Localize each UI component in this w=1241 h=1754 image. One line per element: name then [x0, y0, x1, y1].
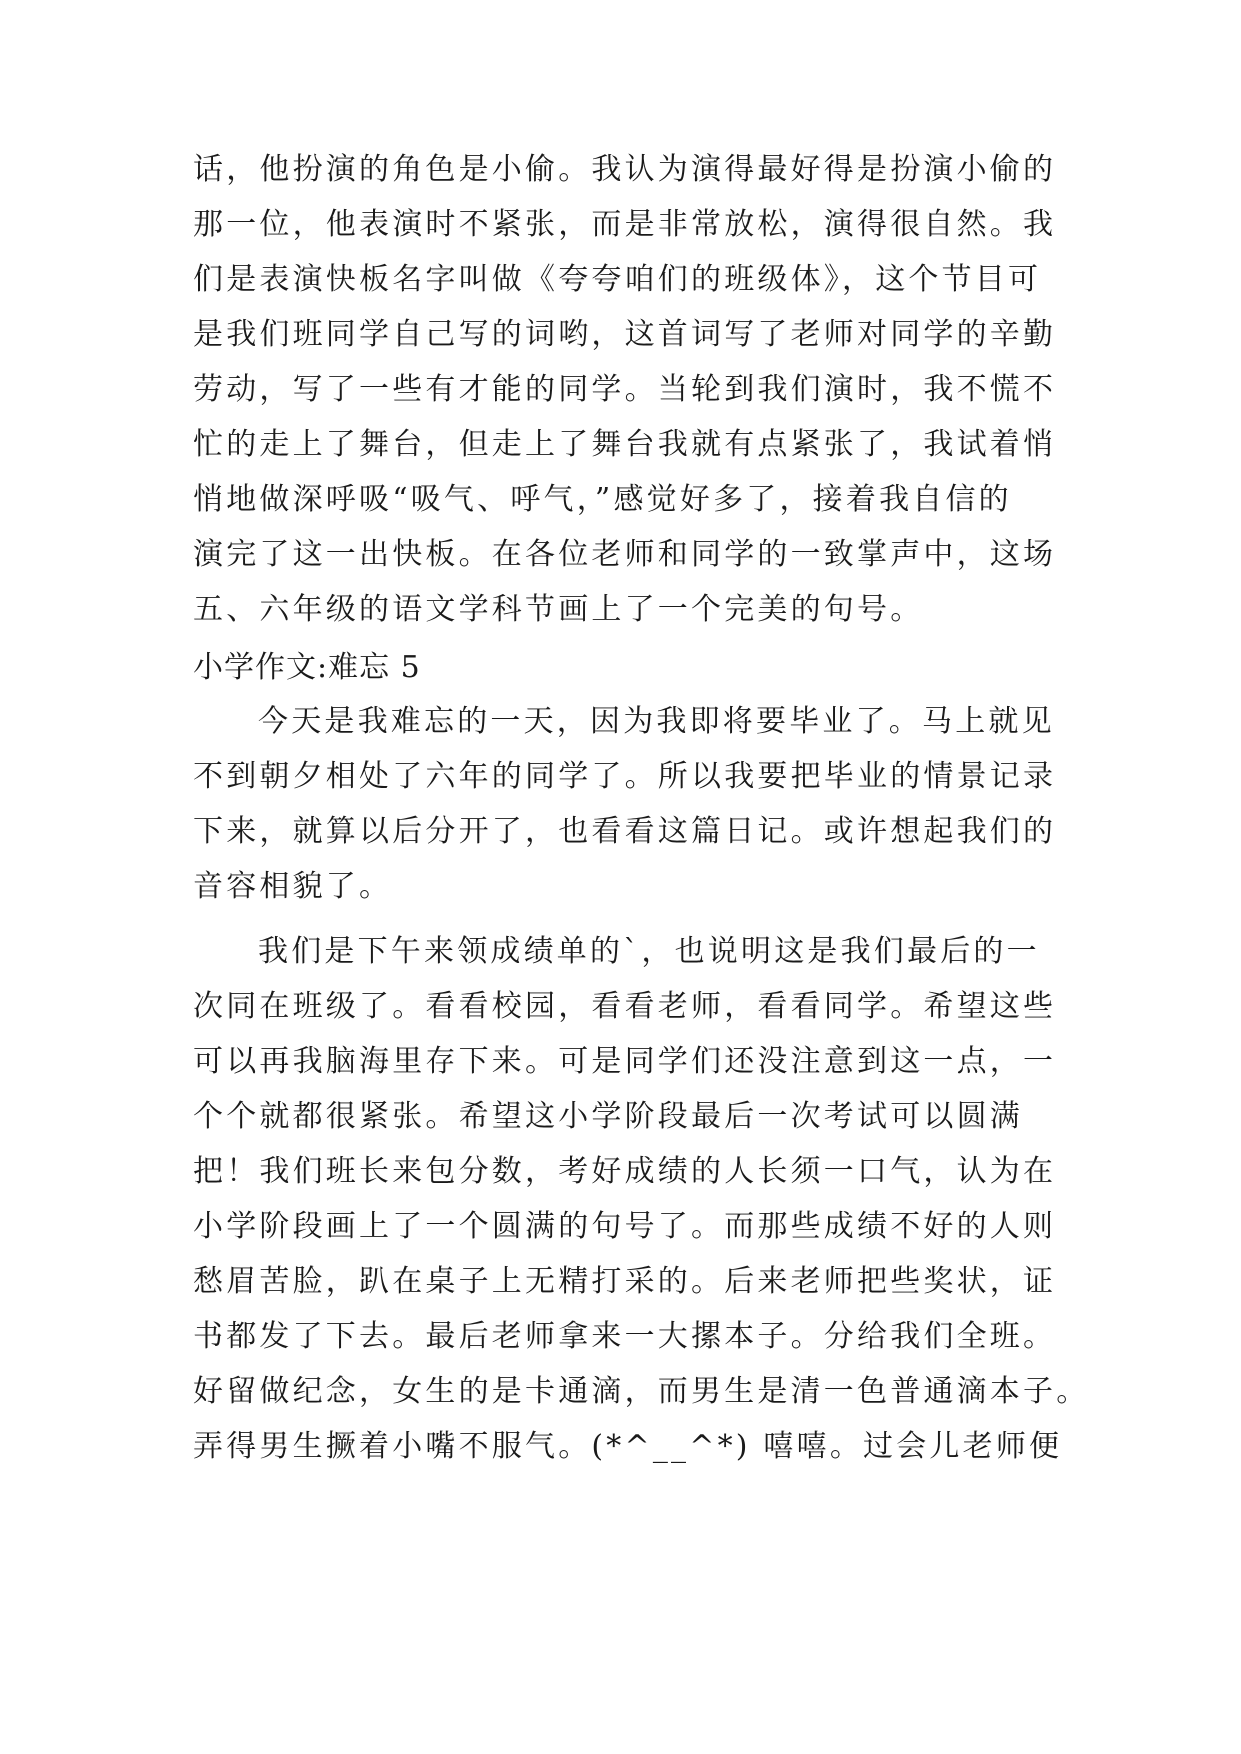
- text-line: 们是表演快板名字叫做《夸夸咱们的班级体》，这个节目可: [193, 262, 1042, 297]
- text-line: 五、六年级的语文学科节画上了一个完美的句号。: [193, 592, 924, 627]
- paragraph-line: 我们是下午来领成绩单的`，也说明这是我们最后的一: [258, 934, 1040, 969]
- text-line: 劳动，写了一些有才能的同学。当轮到我们演时，我不慌不: [193, 372, 1057, 407]
- paragraph-line: 弄得男生撅着小嘴不服气。(*^__^*) 嘻嘻。过会儿老师便: [193, 1429, 1063, 1464]
- paragraph-line: 把！我们班长来包分数，考好成绩的人长须一口气，认为在: [193, 1154, 1057, 1189]
- paragraph-line: 下来，就算以后分开了，也看看这篇日记。或许想起我们的: [193, 814, 1057, 849]
- paragraph-line: 愁眉苦脸，趴在桌子上无精打采的。后来老师把些奖状，证: [193, 1264, 1057, 1299]
- text-line: 忙的走上了舞台，但走上了舞台我就有点紧张了，我试着悄: [193, 427, 1057, 462]
- paragraph-line: 好留做纪念，女生的是卡通滴，而男生是清一色普通滴本子。: [193, 1374, 1090, 1409]
- text-line: 悄地做深呼吸“吸气、呼气，”感觉好多了，接着我自信的: [193, 482, 1012, 517]
- paragraph-line: 次同在班级了。看看校园，看看老师，看看同学。希望这些: [193, 989, 1057, 1024]
- text-line: 话，他扮演的角色是小偷。我认为演得最好得是扮演小偷的: [193, 152, 1057, 187]
- paragraph-line: 音容相貌了。: [193, 869, 393, 904]
- paragraph-line: 今天是我难忘的一天，因为我即将要毕业了。马上就见: [258, 704, 1055, 739]
- paragraph-line: 书都发了下去。最后老师拿来一大摞本子。分给我们全班。: [193, 1319, 1057, 1354]
- paragraph-line: 个个就都很紧张。希望这小学阶段最后一次考试可以圆满: [193, 1099, 1023, 1134]
- text-line: 那一位，他表演时不紧张，而是非常放松，演得很自然。我: [193, 207, 1057, 242]
- paragraph-line: 小学阶段画上了一个圆满的句号了。而那些成绩不好的人则: [193, 1209, 1057, 1244]
- section-title: 小学作文:难忘 5: [193, 650, 421, 685]
- paragraph-line: 可以再我脑海里存下来。可是同学们还没注意到这一点，一: [193, 1044, 1057, 1079]
- paragraph-line: 不到朝夕相处了六年的同学了。所以我要把毕业的情景记录: [193, 759, 1057, 794]
- text-line: 演完了这一出快板。在各位老师和同学的一致掌声中，这场: [193, 537, 1057, 572]
- text-line: 是我们班同学自己写的词哟，这首词写了老师对同学的辛勤: [193, 317, 1057, 352]
